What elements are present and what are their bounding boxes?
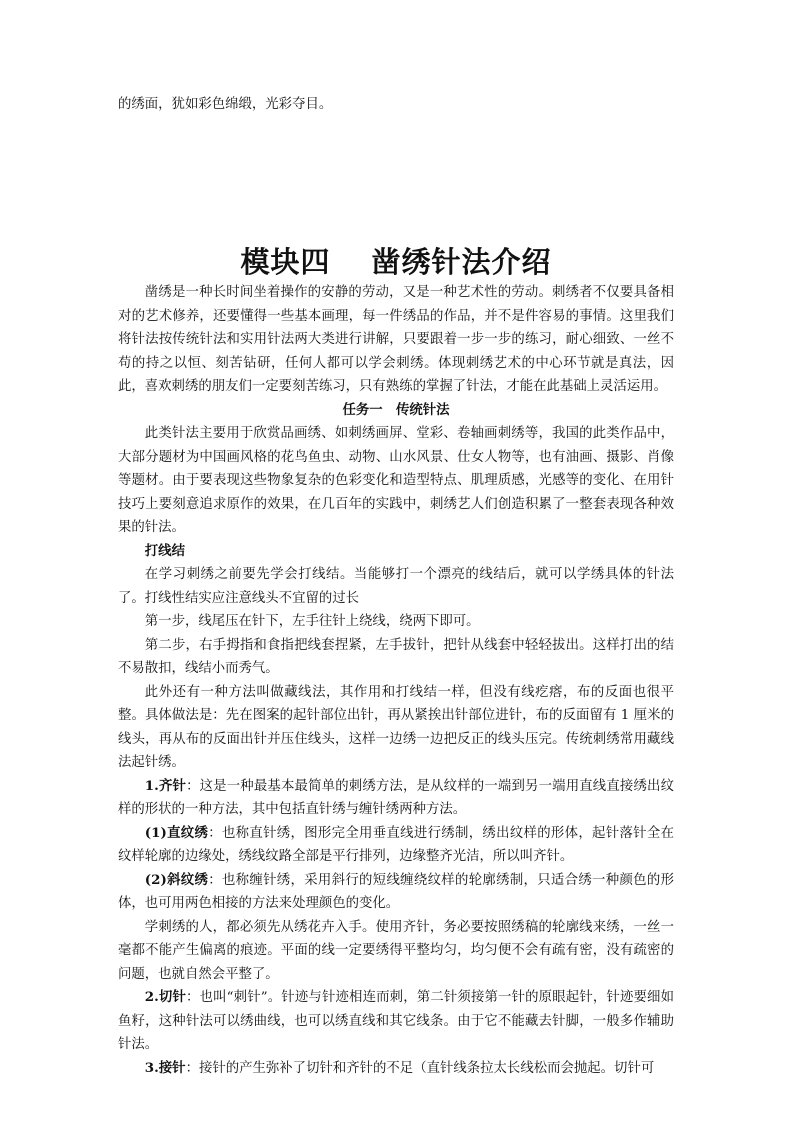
module-title: 模块四 凿绣针法介绍 [240, 245, 552, 279]
intro-paragraph: 凿绣是一种长时间坐着操作的安静的劳动，又是一种艺术性的劳动。刺绣者不仅要具备相对的艺术修养，还要懂得一些基本画理，每一件绣品的作品，并不是件容易的事情。这里我们将针法按传统针法和实用针法两大类进行讲解，只要跟着一步一步的练习，耐心细致、一丝不苟的持之以恒、刻苦钻研，任何人都可以学会刺绣。体现刺绣艺术的中心环节就是真法，因此，喜欢刺绣的朋友们一定要刻苦练习，只有熟练的掌握了针法，才能在此基础上灵活运用。 [118, 285, 674, 394]
task-intro-paragraph: 此类针法主要用于欣赏品画绣、如刺绣画屏、堂彩、卷轴画刺绣等，我国的此类作品中，大部分题材为中国画风格的花鸟鱼虫、动物、山水风景、仕女人物等，也有油画、摄影、肖像等题材。由于要表现这些物象复杂的色彩变化和造型特点、肌理质感，光感等的变化、在用针技巧上要刻意追求原作的效果，在几百年的实践中，刺绣艺人们创造积累了一整套表现各种效果的针法。 [118, 426, 674, 535]
knot-paragraph-4: 此外还有一种方法叫做藏线法，其作用和打线结一样，但没有线疙瘩，布的反面也很平整。具体做法是：先在图案的起针部位出针，再从紧挨出针部位进针，布的反面留有 1 厘米的线头，再从布的反面出针并压住线头，这样一边绣一边把反正的线头压完。传统刺绣常用藏线法起针绣。 [118, 684, 674, 770]
item-1-text: ：这是一种最基本最简单的刺绣方法，是从纹样的一端到另一端用直线直接绣出纹样的形状的一种方法，其中包括直针绣与缠针绣两种方法。 [118, 778, 674, 817]
item-1b-label: (2)斜纹绣 [144, 871, 209, 888]
item-1-label: 1.齐针 [144, 777, 187, 794]
task-title: 任务一 传统针法 [342, 401, 450, 418]
item-1-note-paragraph: 学刺绣的人，都必须先从绣花卉入手。使用齐针，务必要按照绣稿的轮廓线来绣，一丝一毫都不能产生偏离的痕迹。平面的线一定要绣得平整均匀，均匀便不会有疏有密，没有疏密的问题，也就自然会平整了。 [118, 919, 674, 982]
item-2-label: 2.切针 [144, 989, 187, 1005]
top-fragment: 的绣面，犹如彩色绵缎，光彩夺目。 [118, 97, 333, 112]
section-heading-knot: 打线结 [144, 542, 185, 559]
item-1b-text: ：也称缠针绣，采用斜行的短线缠绕纹样的轮廓绣制，只适合绣一种颜色的形体，也可用两色相接的方法来处理颜色的变化。 [118, 872, 674, 911]
item-1a-text: ：也称直针绣，图形完全用垂直线进行绣制，绣出纹样的形体，起针落针全在纹样轮廓的边缘处，绣线纹路全部是平行排列，边缘整齐光洁，所以叫齐针。 [118, 825, 674, 864]
item-1b-paragraph [118, 869, 674, 916]
item-3-label: 3.接针 [144, 1059, 186, 1076]
item-1a-paragraph [118, 822, 674, 869]
item-2-paragraph [118, 986, 674, 1057]
item-2-text: ：也叫“刺针”。针迹与针迹相连而刺，第二针须接第一针的原眼起针，针迹要细如鱼籽，这种针法可以绣曲线，也可以绣直线和其它线条。由于它不能藏去针脚，一般多作辅助针法。 [118, 990, 674, 1052]
item-1a-label: (1)直纹绣 [144, 824, 209, 841]
item-3-text: ：接针的产生弥补了切针和齐针的不足（直针线条拉太长线松而会抛起。切针可 [185, 1060, 655, 1076]
item-3-paragraph [118, 1057, 674, 1081]
body-text [118, 281, 674, 1080]
knot-paragraph-2: 第一步，线尾压在针下，左手往针上绕线，绕两下即可。 [144, 614, 480, 629]
knot-paragraph-1: 在学习刺绣之前要先学会打线结。当能够打一个漂亮的线结后，就可以学绣具体的针法了。打线性结实应注意线头不宜留的过长 [118, 567, 674, 606]
item-1-paragraph [118, 775, 674, 822]
knot-paragraph-3: 第二步，右手拇指和食指把线套捏紧，左手拔针，把针从线套中轻轻拔出。这样打出的结不易散扣，线结小而秀气。 [118, 637, 674, 676]
